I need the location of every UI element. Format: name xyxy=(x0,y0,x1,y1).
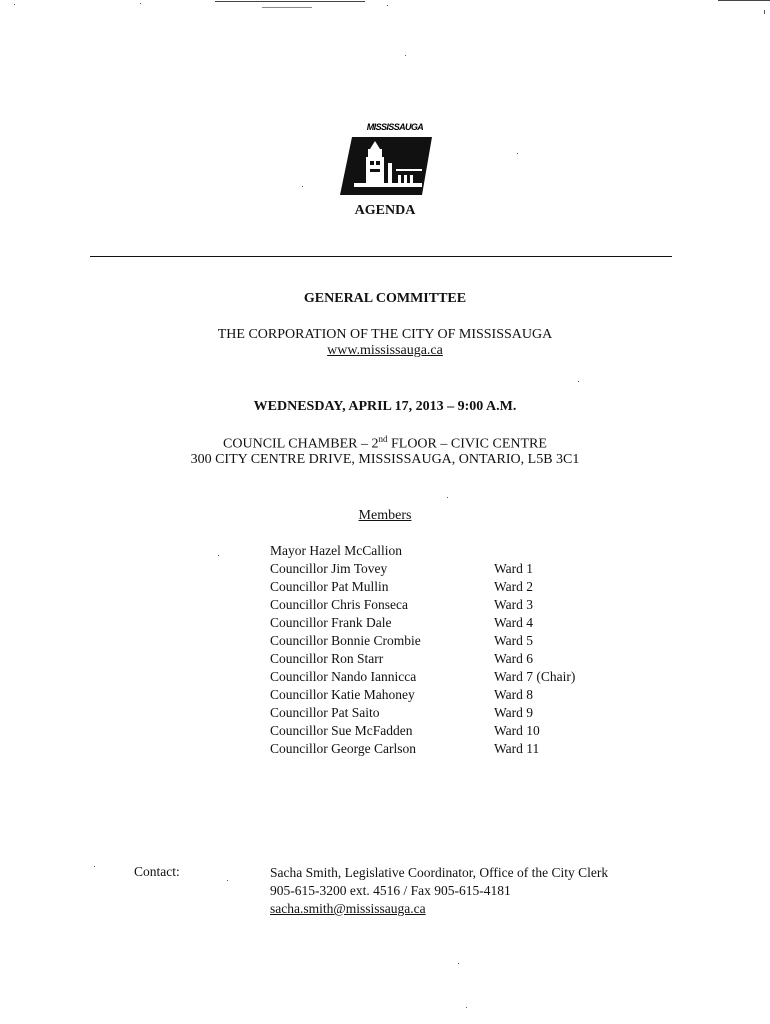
venue-text: COUNCIL CHAMBER – 2 xyxy=(223,436,379,452)
member-row xyxy=(270,650,575,668)
member-name: Councillor Bonnie Crombie xyxy=(270,633,421,648)
member-ward: Ward 4 xyxy=(494,615,534,630)
committee-title: GENERAL COMMITTEE xyxy=(303,291,467,306)
member-ward: Ward 8 xyxy=(494,687,534,702)
member-row xyxy=(270,632,575,650)
scan-speck xyxy=(14,4,15,5)
member-name: Councillor Pat Saito xyxy=(270,705,380,720)
corporation-name: THE CORPORATION OF THE CITY OF MISSISSAUGA xyxy=(217,327,553,342)
website-link[interactable]: www.mississauga.ca xyxy=(327,343,443,358)
venue-ordinal: nd xyxy=(378,434,388,444)
scan-speck xyxy=(94,866,95,867)
scan-speck xyxy=(466,1007,467,1008)
meeting-address: 300 CITY CENTRE DRIVE, MISSISSAUGA, ONTARIO, L5B 3C1 xyxy=(190,452,580,467)
member-row xyxy=(270,668,575,686)
scan-speck xyxy=(458,963,459,964)
contact-name-title: Sacha Smith, Legislative Coordinator, Office of the City Clerk xyxy=(270,865,609,880)
member-row xyxy=(270,542,575,560)
contact-phone-fax: 905-615-3200 ext. 4516 / Fax 905-615-4181 xyxy=(270,883,511,898)
scan-speck xyxy=(517,153,518,154)
mississauga-logo xyxy=(340,122,432,198)
member-row xyxy=(270,560,575,578)
scan-artifact xyxy=(215,1,365,2)
member-name: Councillor Katie Mahoney xyxy=(270,687,415,702)
member-name: Councillor Pat Mullin xyxy=(270,579,389,594)
member-ward: Ward 7 (Chair) xyxy=(494,669,576,684)
member-row xyxy=(270,704,575,722)
member-name: Councillor Jim Tovey xyxy=(270,561,388,576)
contact-email-link[interactable]: sacha.smith@mississauga.ca xyxy=(270,901,426,916)
member-name: Councillor George Carlson xyxy=(270,741,416,756)
member-ward: Ward 3 xyxy=(494,597,534,612)
members-list xyxy=(270,542,575,758)
member-name: Councillor Ron Starr xyxy=(270,651,384,666)
member-row xyxy=(270,614,575,632)
member-ward: Ward 5 xyxy=(494,633,534,648)
scan-speck xyxy=(447,497,448,498)
member-row xyxy=(270,578,575,596)
city-hall-icon xyxy=(340,135,432,197)
member-ward: Ward 11 xyxy=(494,741,540,756)
scan-speck xyxy=(140,3,141,4)
member-name: Councillor Nando Iannicca xyxy=(270,669,417,684)
member-name: Councillor Frank Dale xyxy=(270,615,392,630)
logo-wordmark: MISSISSAUGA xyxy=(366,122,424,132)
member-name: Mayor Hazel McCallion xyxy=(270,543,402,558)
scan-speck xyxy=(578,381,579,382)
meeting-venue xyxy=(0,434,770,453)
scan-speck xyxy=(387,5,388,6)
member-ward: Ward 2 xyxy=(494,579,534,594)
contact-details xyxy=(270,864,608,918)
members-heading: Members xyxy=(358,508,412,523)
member-row xyxy=(270,686,575,704)
member-row xyxy=(270,596,575,614)
document-type: AGENDA xyxy=(354,203,416,218)
member-row xyxy=(270,740,575,758)
member-ward: Ward 10 xyxy=(494,723,540,738)
scan-artifact xyxy=(262,7,312,8)
scan-speck xyxy=(218,555,219,556)
meeting-datetime: WEDNESDAY, APRIL 17, 2013 – 9:00 A.M. xyxy=(253,399,517,414)
header-divider xyxy=(90,256,672,257)
scan-artifact xyxy=(718,0,770,1)
member-ward: Ward 6 xyxy=(494,651,534,666)
scan-speck xyxy=(764,10,765,14)
venue-text-rest: FLOOR – CIVIC CENTRE xyxy=(387,436,547,452)
member-ward: Ward 9 xyxy=(494,705,534,720)
member-name: Councillor Chris Fonseca xyxy=(270,597,408,612)
scan-speck xyxy=(227,880,228,881)
scan-speck xyxy=(302,186,303,187)
member-ward: Ward 1 xyxy=(494,561,534,576)
member-name: Councillor Sue McFadden xyxy=(270,723,413,738)
contact-label: Contact: xyxy=(134,864,180,879)
member-row xyxy=(270,722,575,740)
scan-speck xyxy=(405,55,406,56)
